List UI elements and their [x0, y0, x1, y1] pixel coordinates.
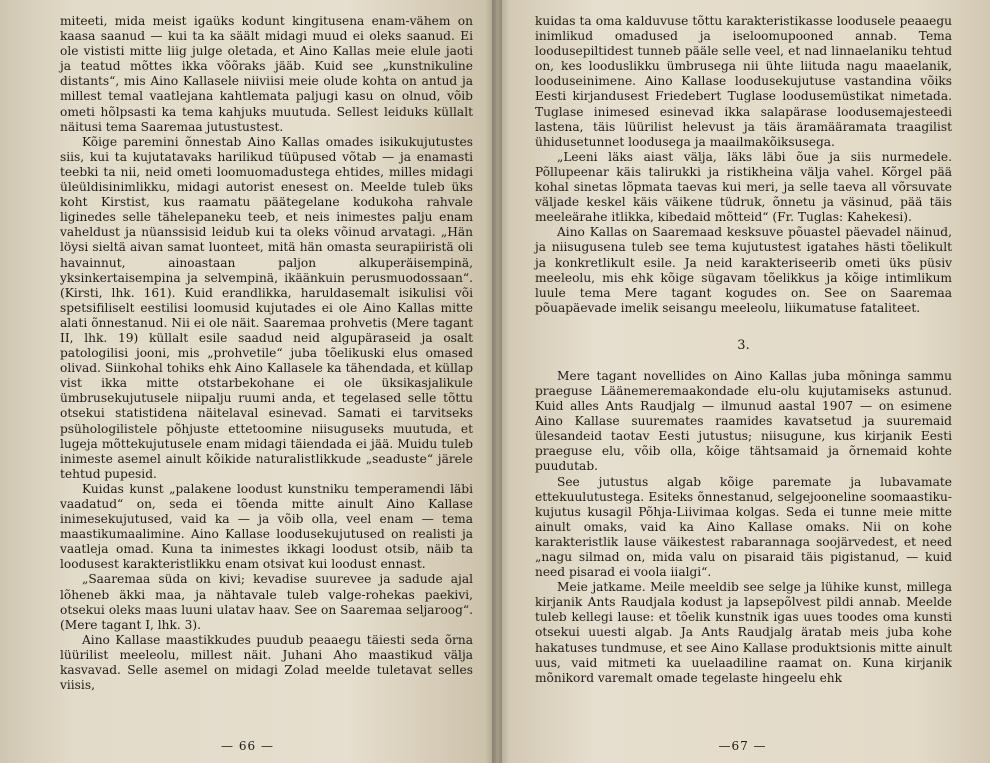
left-page-text [60, 14, 473, 693]
page-number: — 66 — [221, 739, 274, 753]
paragraph: „Saaremaa süda on kivi; kevadise suurevee ja sadude ajal lõheneb äkki maa, ja nähtavale tuleb valge-rohekas paekivi, otsekui oleks maas luuni ulatav haav. See on Saaremaa seljaroog“. (Mere tagant I, lhk. 3). [60, 572, 473, 632]
paragraph: Aino Kallase maastikkudes puudub peaaegu täiesti seda õrna lüürilist meeleolu, millest näit. Juhani Aho maastikud välja kasvavad. Selle asemel on midagi Zolad meelde tuletavat selles viisis, [60, 632, 473, 693]
paragraph: miteeti, mida meist igaüks kodunt kingitusena enam-vähem on kaasa saanud — kui ta ka säält midagi muud ei oleks saanud. Ei ole vististi mitte liig julge oletada, et Aino Kallas meie elule jaoti ja teatud mõttes ikka võõraks jääb. Kuid see „kunstnikuline distants“, mis Aino Kallasele niiviisi meie olude kohta on antud ja millest temal vaatlejana kahtlemata paljugi kasu on olnud, võib ometi hõlpsasti ka tema kahjuks muutuda. Sellest leiduks küllalt näitusi tema Saaremaa jutustustest. [60, 14, 473, 134]
paragraph: kuidas ta oma kalduvuse tõttu karakteristikasse loodusele peaaegu inimlikud omadused ja iseloomupooned annab. Tema loodusepiltidest tunneb pääle selle veel, et nad linnaelaniku tehtud on, kes looduslikku ümbrusega nii ühte liituda nagu maaelanik, looduseinimene. Aino Kallase loodusekujutuse vastandina võiks Eesti kirjandusest Friedebert Tuglase loodusemüstikat nimetada. Tuglase inimesed esinevad ikka salapärase loodusemajesteedi lastena, täis lüürilist helevust ja täis äramääramata traagilist ühidusetunnet loodusega ja maailmakõiksusega. [535, 14, 952, 149]
paragraph: Aino Kallas on Saaremaad kesksuve põuastel päevadel näinud, ja niisugusena tuleb see tema kujutustest igatahes hästi tõelikult ja konkretlikult esile. Ja neid karakteriseerib ometi üks püsiv meeleolu, mis ehk kõige sügavam tõelikkus ja kõige intimlikum luule tema Mere tagant kogudes on. See on Saaremaa põuapäevade imelik seisangu meeleolu, liikumatuse fataliteet. [535, 225, 952, 315]
right-page-text [535, 14, 952, 686]
paragraph: „Leeni läks aiast välja, läks läbi õue ja siis nurmedele. Põllupeenar käis talirukki ja ristikheina välja vahel. Kõrgel pää kohal sinetas lõpmata taevas kui meri, ja selle taeva all võrsuvate väljade keskel käis väikene tüdruk, õnnetu ja väsinud, pää täis meeleärahe itlikka, kibedaid mõtteid“ (Fr. Tuglas: Kahekesi). [535, 149, 952, 225]
paragraph: Meie jatkame. Meile meeldib see selge ja lühike kunst, millega kirjanik Ants Raudjala kodust ja lapsepõlvest pildi annab. Meelde tuleb kellegi lause: et tõelik kunstnik igas uues toodes oma kunsti otsekui uuesti algab. Ja Ants Raudjalg äratab meis juba kohe hakatuses tundmuse, et see Aino Kallase produktsionis mitte ainult uus, vaid mitmeti ka uuelaadiline raamat on. Kuna kirjanik mõnikord varemalt omade tegelaste hingeelu ehk [535, 580, 952, 685]
paragraph: Kuidas kunst „palakene loodust kunstniku temperamendi läbi vaadatud“ on, seda ei tõenda mitte ainult Aino Kallase inimesekujutused, vaid ka — ja võib olla, veel enam — tema maastikumaalimine. Aino Kallase loodusekujutused on realisti ja vaatleja omad. Kuna ta inimestes ikkagi loodust otsib, näib ta loodusest karakteristlikku enam otsivat kui loodust ennast. [60, 481, 473, 572]
page-number: —67 — [718, 739, 767, 753]
section-number: 3. [737, 337, 750, 353]
book-gutter [492, 0, 502, 763]
paragraph: Mere tagant novellides on Aino Kallas juba mõninga sammu praeguse Läänemeremaakondade elu-olu kujutamiseks astunud. Kuid alles Ants Raudjalg — ilmunud aastal 1907 — on esimene Aino Kallase suuremates raamides kavatsetud ja suuremaid ülesandeid taotav Eesti jutustus; niisugune, kus kirjanik Eesti praeguse elu, võib olla, kõige tähtsamaid ja õrnemaid kohte puudutab. [535, 368, 952, 474]
right-page [495, 0, 990, 763]
paragraph: See jutustus algab kõige paremate ja lubavamate ettekuulutustega. Esiteks õnnestanud, selgejooneline soomaastiku-kujutus kusagil Põhja-Liivimaa kolgas. Seda ei tunne meie mitte ainult omaks, vaid ka Aino Kallase omaks. Nii on kohe karakteristlik lause väikestest rabarannaga soojärvedest, et need „nagu silmad on, mida valu on pisaraid täis pigistanud, — kuid need pisarad ei voola iialgi“. [535, 474, 952, 580]
paragraph: Kõige paremini õnnestab Aino Kallas omades isikukujutustes siis, kui ta kujutatavaks harilikud tüüpused võtab — ja enamasti teebki ta nii, neid ometi loomuomadustega ehtides, milles midagi üleüldisinimlikku, midagi autorist enesest on. Meelde tuleb üks koht Kirstist, kus raamatu päätegelane kodukoha rahvale liginedes selle tähelepaneku teeb, et neis inimestes palju enam vaheldust ja nüanssisid leidub kui ta oleks võinud arvatagi. „Hän löysi sieltä aivan samat luonteet, mitä hän omasta seurapiiristä oli havainnut, ainoastaan paljon alkuperäisempinä, yksinkertaisempina ja selvempinä, ikäänkuin perusmuodossaan“. (Kirsti, lhk. 161). Kuid erandlikka, haruldasemalt isikulisi või spetsifiliselt eestilisi loomusid kujutades ei ole Aino Kallas mitte alati õnnestanud. Nii ei ole näit. Saaremaa prohvetis (Mere tagant II, lhk. 19) küllalt esile saadud neid algupäraseid ja osalt patologilisi jooni, mis „prohvetile“ juba tõelikuski elus omased olivad. Siinkohal tohiks ehk Aino Kallasele ka tähendada, et küllap vist ikka mitte otstarbekohane ei ole üksikasjalikule ümbrusekujutusele niipalju ruumi anda, et tegelased selle tõttu otsekui statistidena näitelaval esinevad. Samati ei tarvitseks psühologilistele põhjuste ettetoomine niisuguseks muutuda, et lugeja mõttekujutusele enam midagi täiendada ei jää. Muidu tuleb inimeste asemel ainult kõikide naturalistlikkude „seaduste“ järele tehtud pupesid. [60, 134, 473, 481]
